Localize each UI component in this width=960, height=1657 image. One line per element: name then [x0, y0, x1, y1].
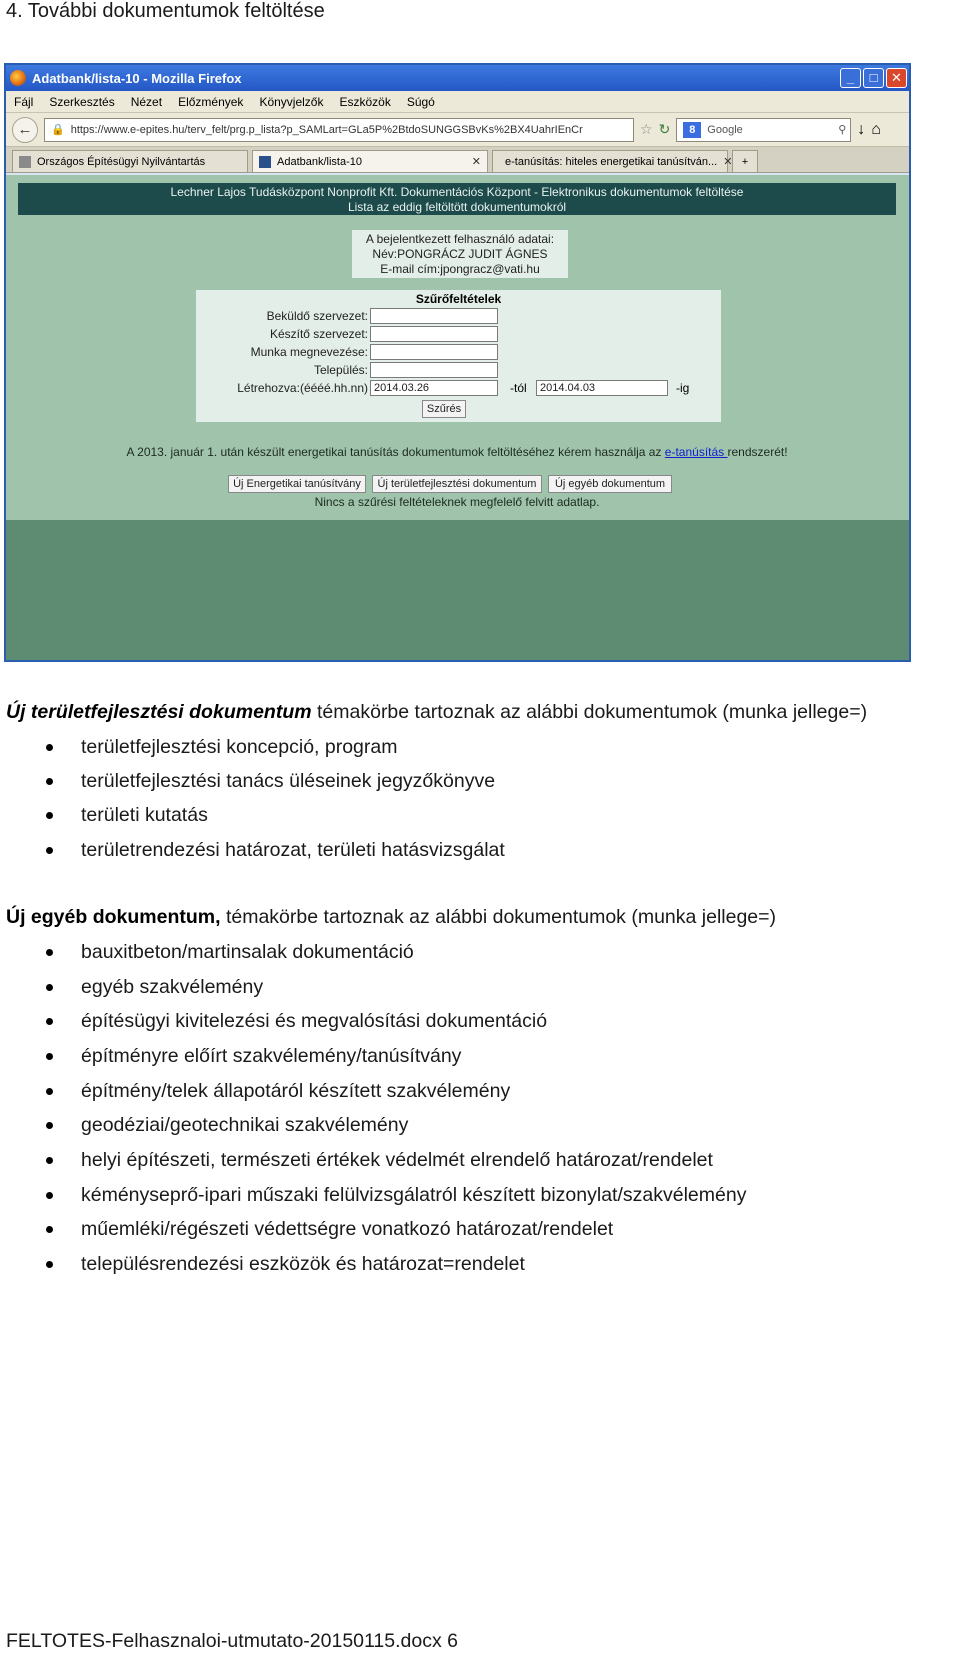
menu-edit[interactable]: Szerkesztés [49, 94, 115, 109]
site-icon [19, 156, 31, 168]
url-text: https://www.e-epites.hu/terv_felt/prg.p_lista?p_SAMLart=GLa5P%2BtdoSUNGGSBvKs%2BX4UahrIEnCr [70, 123, 583, 136]
search-placeholder: Google [707, 123, 743, 136]
new-tab-button[interactable]: + [732, 150, 758, 172]
filter-panel [196, 290, 721, 422]
list-item-text: építményre előírt szakvélemény/tanúsítvány [81, 1045, 462, 1067]
search-engine-icon[interactable]: 8 [683, 122, 701, 138]
bullet-icon [46, 778, 53, 785]
bullet-icon [46, 1018, 53, 1025]
work-field[interactable] [370, 344, 498, 360]
magnifier-icon[interactable]: ⚲ [838, 124, 847, 136]
filter-button[interactable]: Szűrés [422, 400, 466, 418]
list-item-text: helyi építészeti, természeti értékek védelmét elrendelő határozat/rendelet [81, 1149, 713, 1171]
home-icon[interactable]: ⌂ [871, 120, 881, 138]
window-titlebar [6, 65, 909, 91]
firefox-logo-icon [10, 70, 26, 86]
tab-orszagos[interactable] [12, 150, 248, 172]
sender-field[interactable] [370, 308, 498, 324]
list-item-text: kéményseprő-ipari műszaki felülvizsgálatról készített bizonylat/szakvélemény [81, 1184, 747, 1206]
search-box[interactable] [676, 118, 851, 142]
settlement-label: Település: [313, 363, 368, 377]
bullet-icon [46, 1088, 53, 1095]
user-info-heading: A bejelentkezett felhasználó adatai: [365, 232, 555, 246]
lock-icon: 🔒 [51, 124, 65, 136]
created-label: Létrehozva:(éééé.hh.nn) [237, 381, 368, 395]
bullet-icon [46, 847, 53, 854]
list-item-text: területfejlesztési koncepció, program [81, 736, 398, 758]
browser-window [4, 63, 911, 662]
tab-adatbank[interactable] [252, 150, 488, 172]
page-viewport [6, 175, 909, 660]
list-item-text: egyéb szakvélemény [81, 976, 264, 998]
window-title: Adatbank/lista-10 - Mozilla Firefox [32, 70, 242, 86]
section1-intro [6, 701, 867, 724]
menu-tools[interactable]: Eszközök [339, 94, 391, 109]
bullet-icon [46, 949, 53, 956]
created-row [196, 381, 368, 399]
section1-title: Új területfejlesztési dokumentum [6, 701, 312, 723]
list-item-text: geodéziai/geotechnikai szakvélemény [81, 1114, 409, 1136]
tab-etanusitas[interactable] [492, 150, 733, 172]
e-certification-notice [18, 445, 896, 459]
bookmark-star-icon[interactable]: ☆ [640, 121, 653, 137]
bullet-icon [46, 1261, 53, 1268]
list-item-text: építmény/telek állapotáról készített szakvélemény [81, 1080, 511, 1102]
user-info-box [352, 230, 568, 278]
tab-label: Adatbank/lista-10 [277, 155, 362, 168]
list-item-text: településrendezési eszközök és határozat=rendelet [81, 1253, 525, 1275]
close-window-button[interactable]: ✕ [886, 68, 907, 88]
settlement-row [196, 363, 368, 381]
menu-help[interactable]: Súgó [406, 94, 435, 109]
creator-row [196, 327, 368, 345]
creator-label: Készítő szervezet: [269, 327, 368, 341]
bullet-icon [46, 1226, 53, 1233]
back-arrow-icon[interactable]: ← [12, 117, 38, 143]
list-item-text: területfejlesztési tanács üléseinek jegyzőkönyve [81, 770, 496, 792]
tab-label: e-tanúsítás: hiteles energetikai tanúsítván... [505, 155, 718, 168]
section-heading: 4. További dokumentumok feltöltése [6, 0, 325, 22]
address-bar[interactable] [44, 118, 634, 142]
resize-grip-icon[interactable]: ⋱ [897, 648, 906, 658]
reload-icon[interactable]: ↻ [658, 121, 671, 137]
e-tanusitas-link[interactable]: e-tanúsítás [664, 445, 728, 459]
notice-end: rendszerét! [727, 445, 788, 459]
page-footer: FELTOTES-Felhasznaloi-utmutato-20150115.docx 6 [6, 1630, 458, 1652]
banner-title: Lechner Lajos Tudásközpont Nonprofit Kft. Dokumentációs Központ - Elektronikus dokumentumok feltöltése [170, 185, 744, 199]
sender-row [196, 309, 368, 327]
section2-intro-text: témakörbe tartoznak az alábbi dokumentumok (munka jellege=) [220, 906, 777, 928]
user-name: Név:PONGRÁCZ JUDIT ÁGNES [372, 247, 548, 261]
bullet-icon [46, 1053, 53, 1060]
banner-subtitle: Lista az eddig feltöltött dokumentumokról [347, 200, 567, 214]
maximize-button[interactable]: □ [863, 68, 884, 88]
tab-bar [6, 147, 909, 173]
date-to-field[interactable]: 2014.04.03 [536, 380, 668, 396]
page-empty-area [6, 520, 909, 660]
section2-title: Új egyéb dokumentum, [6, 906, 221, 928]
sender-label: Beküldő szervezet: [266, 309, 368, 323]
bullet-icon [46, 1192, 53, 1199]
menu-bookmarks[interactable]: Könyvjelzők [259, 94, 324, 109]
close-tab-icon[interactable]: ✕ [471, 156, 481, 168]
list-item-text: bauxitbeton/martinsalak dokumentáció [81, 941, 414, 963]
filter-title: Szűrőfeltételek [415, 292, 502, 306]
tab-label: Országos Építésügyi Nyilvántartás [37, 155, 206, 168]
list-item-text: területi kutatás [81, 804, 208, 826]
new-energy-certificate-button[interactable]: Új Energetikai tanúsítvány [228, 475, 366, 493]
notice-text: A 2013. január 1. után készült energetikai tanúsítás dokumentumok feltöltéséhez kérem használja az [126, 445, 665, 459]
date-from-field[interactable]: 2014.03.26 [370, 380, 498, 396]
bullet-icon [46, 744, 53, 751]
minimize-button[interactable]: _ [840, 68, 861, 88]
bullet-icon [46, 1157, 53, 1164]
settlement-field[interactable] [370, 362, 498, 378]
bullet-icon [46, 812, 53, 819]
work-label: Munka megnevezése: [250, 345, 368, 359]
section2-intro [6, 906, 776, 929]
menu-view[interactable]: Nézet [130, 94, 163, 109]
menu-bar [6, 91, 909, 113]
menu-history[interactable]: Előzmények [178, 94, 244, 109]
to-suffix: -ig [676, 381, 690, 395]
site-icon [259, 156, 271, 168]
list-item-text: műemléki/régészeti védettségre vonatkozó határozat/rendelet [81, 1218, 614, 1240]
creator-field[interactable] [370, 326, 498, 342]
list-item-text: építésügyi kivitelezési és megvalósítási dokumentáció [81, 1010, 548, 1032]
user-email: E-mail cím:jpongracz@vati.hu [380, 262, 540, 276]
new-development-document-button[interactable]: Új területfejlesztési dokumentum [372, 475, 542, 493]
navigation-bar [6, 113, 909, 147]
no-results-message: Nincs a szűrési feltételeknek megfelelő felvitt adatlap. [314, 495, 600, 509]
from-suffix: -tól [510, 381, 527, 395]
download-arrow-icon[interactable]: ↓ [857, 120, 866, 138]
work-row [196, 345, 368, 363]
list-item-text: területrendezési határozat, területi hatásvizsgálat [81, 839, 505, 861]
section1-intro-text: témakörbe tartoznak az alábbi dokumentumok (munka jellege=) [311, 701, 868, 723]
close-tab-icon[interactable]: ✕ [723, 156, 733, 168]
page-banner [18, 183, 896, 215]
new-other-document-button[interactable]: Új egyéb dokumentum [548, 475, 672, 493]
menu-file[interactable]: Fájl [14, 94, 34, 109]
bullet-icon [46, 1122, 53, 1129]
bullet-icon [46, 984, 53, 991]
